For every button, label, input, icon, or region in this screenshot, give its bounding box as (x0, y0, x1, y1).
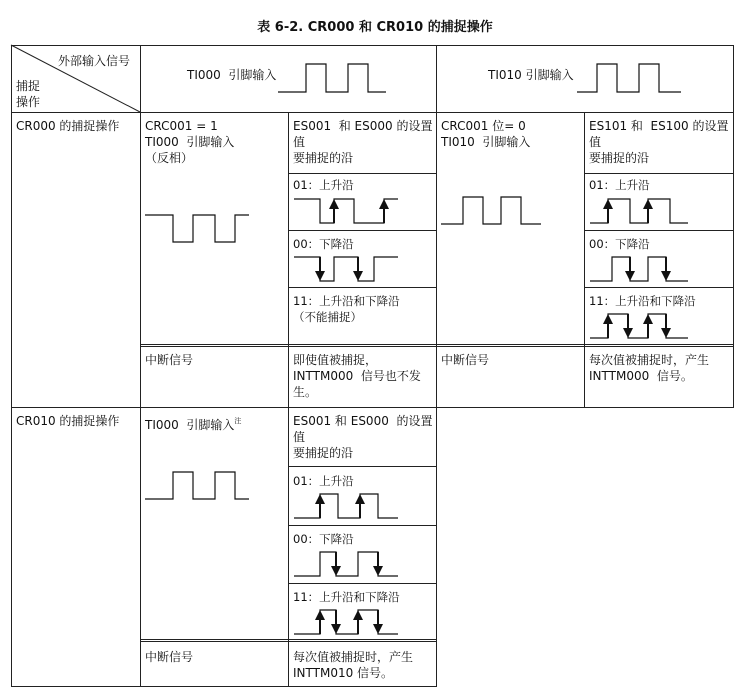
cr000-interrupt-description-2: 每次值被捕捉时，产生 INTTM000 信号。 (589, 353, 710, 383)
grid-line (288, 112, 289, 686)
corner-top-label: 外部输入信号 (58, 54, 131, 68)
grid-line (288, 287, 436, 288)
cr010-edge-00-waveform (294, 549, 404, 579)
cr010-interrupt-description: 每次值被捕捉时，产生 INTTM010 信号。 (293, 650, 414, 680)
header-ti000-label: TI000 引脚输入 (187, 68, 277, 82)
grid-line (11, 686, 437, 687)
grid-line (140, 639, 436, 640)
cr010-edge-01-label: 01：上升沿 (293, 474, 354, 488)
cr010-edge-01-waveform (294, 491, 404, 521)
grid-line (140, 641, 436, 642)
cr000-edge-01-label: 01：上升沿 (293, 178, 354, 192)
cr000-ti000-condition: CRC001 = 1 TI000 引脚输入 （反相） (145, 119, 235, 165)
cr000-ti010-waveform (441, 195, 551, 227)
cr000-ti010-condition: CRC001 位= 0 TI010 引脚输入 (441, 119, 531, 149)
cr000-edge1-11-waveform (590, 311, 700, 341)
grid-line (288, 466, 436, 467)
grid-line (584, 173, 733, 174)
grid-line (584, 230, 733, 231)
cr010-row-label: CR010 的捕捉操作 (16, 414, 120, 428)
grid-line (11, 45, 12, 686)
grid-line (733, 45, 734, 407)
grid-line (288, 525, 436, 526)
cr010-edge-11-waveform (294, 607, 404, 637)
grid-line (288, 230, 436, 231)
grid-line (11, 407, 734, 408)
cr000-row-label: CR000 的捕捉操作 (16, 119, 120, 133)
header-ti000-waveform (278, 62, 388, 96)
cr000-edge1-00-label: 00：下降沿 (589, 237, 650, 251)
grid-line (11, 112, 734, 113)
grid-line (584, 112, 585, 407)
cr000-edge1-00-waveform (590, 254, 700, 284)
cr000-interrupt-label-2: 中断信号 (441, 353, 490, 367)
cr010-interrupt-label: 中断信号 (145, 650, 194, 664)
cr000-es1-description: ES101 和 ES100 的设置 值 要捕捉的沿 (589, 119, 729, 165)
cr010-edge-11-label: 11：上升沿和下降沿 (293, 590, 400, 604)
grid-line (584, 287, 733, 288)
cr000-es-description: ES001 和 ES000 的设置 值 要捕捉的沿 (293, 119, 433, 165)
cr000-edge-01-waveform (294, 196, 404, 226)
cr000-interrupt-description: 即使值被捕捉， INTTM000 信号也不发 生。 (293, 353, 421, 399)
cr010-edge-00-label: 00：下降沿 (293, 532, 354, 546)
corner-bottom-label-2: 操作 (16, 95, 41, 109)
corner-bottom-label-1: 捕捉 (16, 79, 41, 93)
cr010-ti000-text: TI000 引脚输入 (145, 418, 235, 432)
cr010-ti000-waveform (145, 470, 255, 502)
grid-line (140, 45, 141, 686)
grid-line (436, 45, 437, 686)
cr000-edge1-01-waveform (590, 196, 700, 226)
cr000-interrupt-label: 中断信号 (145, 353, 194, 367)
cr000-edge1-01-label: 01：上升沿 (589, 178, 650, 192)
header-ti010-label: TI010 引脚输入 (488, 68, 574, 82)
table-title: 表 6-2. CR000 和 CR010 的捕捉操作 (257, 20, 493, 35)
cr010-ti000-condition (145, 413, 241, 433)
cr000-edge-00-waveform (294, 254, 404, 284)
grid-line (140, 346, 733, 347)
header-ti010-waveform (577, 62, 687, 96)
grid-line (288, 583, 436, 584)
cr000-edge-11-label: 11：上升沿和下降沿 （不能捕捉） (293, 294, 400, 324)
cr010-es-description: ES001 和 ES000 的设置 值 要捕捉的沿 (293, 414, 433, 460)
grid-line (288, 173, 436, 174)
cr000-inverted-waveform (145, 213, 255, 245)
cr000-edge1-11-label: 11：上升沿和下降沿 (589, 294, 696, 308)
note-mark: 注 (234, 417, 242, 425)
cr000-edge-00-label: 00：下降沿 (293, 237, 354, 251)
grid-line (140, 344, 733, 345)
